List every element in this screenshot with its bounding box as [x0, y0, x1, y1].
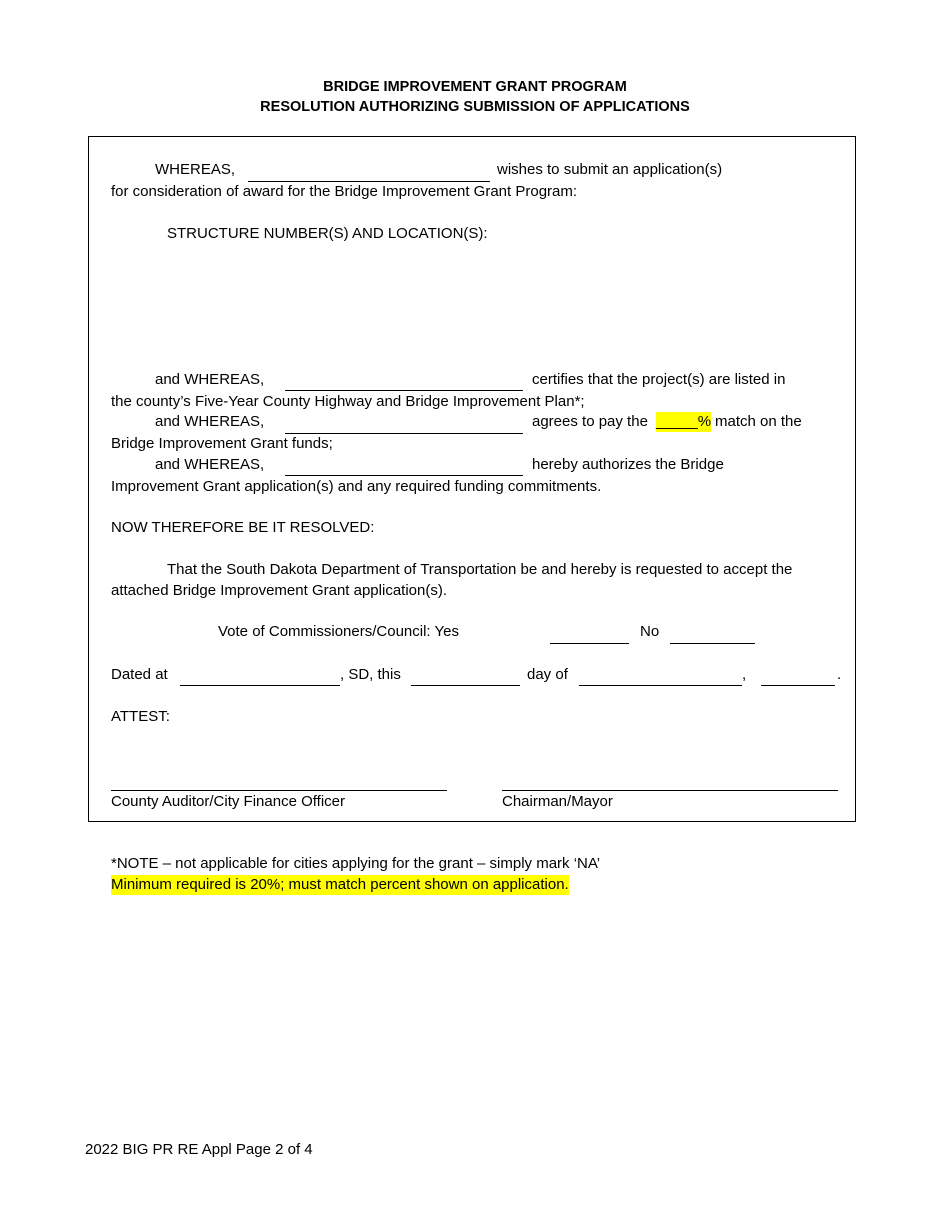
whereas3-lead: and WHEREAS, — [155, 413, 265, 430]
whereas4-continuation: Improvement Grant application(s) and any required funding commitments. — [111, 478, 602, 495]
sd-this-label: , SD, this — [340, 666, 401, 683]
auditor-signature-label: County Auditor/City Finance Officer — [111, 793, 345, 810]
match-percent-field[interactable]: _____% — [656, 413, 712, 430]
page-title-line2: RESOLUTION AUTHORIZING SUBMISSION OF APPLICATIONS — [260, 99, 690, 115]
month-field[interactable] — [579, 685, 742, 686]
comma-separator: , — [742, 666, 747, 683]
whereas1-tail: wishes to submit an application(s) — [497, 161, 723, 178]
note-not-applicable: *NOTE – not applicable for cities applying for the grant – simply mark ‘NA’ — [111, 855, 601, 872]
structure-label: STRUCTURE NUMBER(S) AND LOCATION(S): — [167, 225, 488, 242]
auditor-signature-line[interactable] — [111, 790, 447, 791]
chairman-signature-line[interactable] — [502, 790, 838, 791]
whereas3-tail-post: match on the — [715, 413, 802, 430]
attest-label: ATTEST: — [111, 708, 170, 725]
vote-no-label: No — [640, 623, 660, 640]
chairman-signature-label: Chairman/Mayor — [502, 793, 613, 810]
whereas3-tail-pre: agrees to pay the — [532, 413, 648, 430]
dated-at-city-field[interactable] — [180, 685, 340, 686]
whereas4-lead: and WHEREAS, — [155, 456, 265, 473]
dated-at-label: Dated at — [111, 666, 168, 683]
whereas2-lead: and WHEREAS, — [155, 371, 265, 388]
page-footer: 2022 BIG PR RE Appl Page 2 of 4 — [85, 1141, 313, 1158]
resolution-text-line1: That the South Dakota Department of Transportation be and hereby is requested to accept the — [167, 561, 793, 578]
whereas2-continuation: the county’s Five-Year County Highway and Bridge Improvement Plan*; — [111, 393, 585, 410]
authorizer-name-field[interactable] — [285, 475, 523, 476]
day-of-label: day of — [527, 666, 568, 683]
page-title-line1: BRIDGE IMPROVEMENT GRANT PROGRAM — [323, 79, 627, 95]
year-field[interactable] — [761, 685, 835, 686]
period-mark: . — [837, 666, 842, 683]
whereas2-tail: certifies that the project(s) are listed in — [532, 371, 786, 388]
whereas4-tail: hereby authorizes the Bridge — [532, 456, 724, 473]
certifier-name-field[interactable] — [285, 390, 523, 391]
vote-label: Vote of Commissioners/Council: Yes — [218, 623, 459, 640]
structure-locations-area[interactable] — [111, 246, 831, 356]
whereas1-lead: WHEREAS, — [155, 161, 236, 178]
note-minimum-required: Minimum required is 20%; must match percent shown on application. — [111, 876, 569, 893]
vote-no-field[interactable] — [670, 643, 755, 644]
resolved-heading: NOW THEREFORE BE IT RESOLVED: — [111, 519, 375, 536]
whereas3-continuation: Bridge Improvement Grant funds; — [111, 435, 333, 452]
resolution-text-line2: attached Bridge Improvement Grant application(s). — [111, 582, 447, 599]
vote-yes-field[interactable] — [550, 643, 629, 644]
day-field[interactable] — [411, 685, 520, 686]
whereas1-continuation: for consideration of award for the Bridge Improvement Grant Program: — [111, 183, 578, 200]
